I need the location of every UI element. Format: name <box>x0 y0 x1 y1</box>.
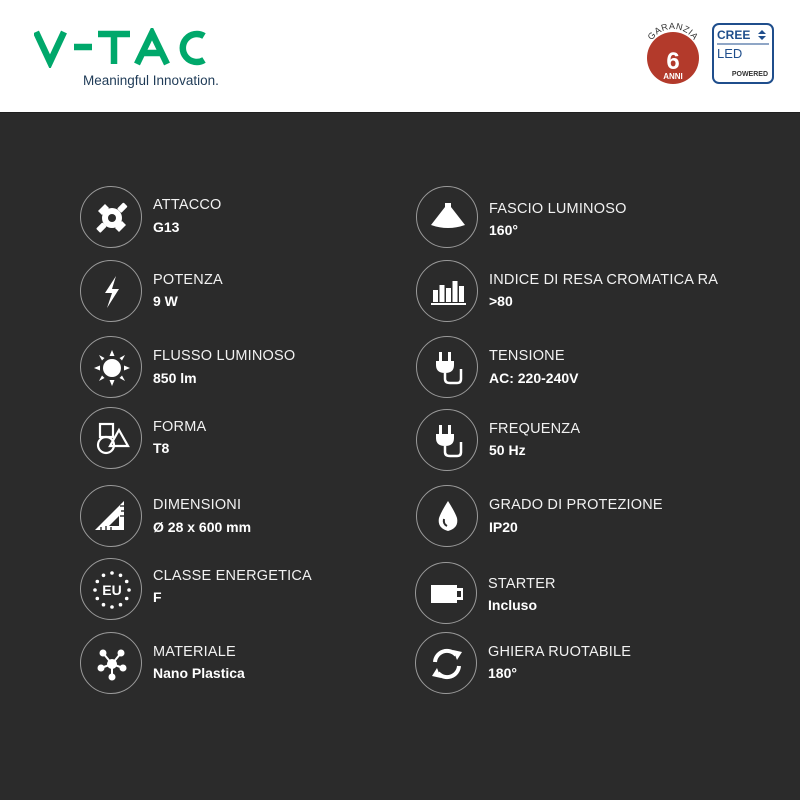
warranty-years: 6 <box>666 48 680 75</box>
rotate-icon <box>415 632 477 694</box>
spec-value: AC: 220-240V <box>489 370 579 386</box>
spec-label: FORMA <box>153 419 207 435</box>
header <box>0 0 800 113</box>
spec-label: DIMENSIONI <box>153 497 242 513</box>
spec-label: MATERIALE <box>153 644 236 660</box>
molecule-icon <box>80 632 142 694</box>
warranty-label: GARANZIA <box>645 21 701 42</box>
spec-label: GHIERA RUOTABILE <box>488 644 632 660</box>
spec-label: ATTACCO <box>153 197 222 213</box>
lightning-icon <box>80 260 142 322</box>
spec-label: STARTER <box>488 576 556 592</box>
plug-icon <box>416 336 478 398</box>
ruler-triangle-icon <box>80 485 142 547</box>
svg-text:EU: EU <box>102 582 122 598</box>
cree-led: LED <box>717 46 743 61</box>
spec-label: TENSIONE <box>489 348 565 364</box>
spec-label: CLASSE ENERGETICA <box>153 568 312 584</box>
starter-icon <box>415 562 477 624</box>
spec-value: G13 <box>153 219 180 235</box>
cree-led-badge <box>712 23 774 84</box>
spec-value: 9 W <box>153 293 178 309</box>
spec-value: IP20 <box>489 519 518 535</box>
spec-label: GRADO DI PROTEZIONE <box>489 497 663 513</box>
eu-stars-icon <box>80 558 142 620</box>
beam-angle-icon <box>416 186 478 248</box>
spec-value: 850 lm <box>153 370 197 386</box>
shapes-icon <box>80 407 142 469</box>
spec-label: FLUSSO LUMINOSO <box>153 348 296 364</box>
spec-value: Ø 28 x 600 mm <box>153 519 252 535</box>
warranty-badge <box>640 21 706 87</box>
spec-value: Incluso <box>488 597 538 613</box>
plug-icon <box>416 409 478 471</box>
water-drop-icon <box>416 485 478 547</box>
spec-label: FREQUENZA <box>489 421 581 437</box>
socket-icon <box>80 186 142 248</box>
spec-value: 50 Hz <box>489 442 526 458</box>
spec-value: 180° <box>488 665 517 681</box>
spec-label: FASCIO LUMINOSO <box>489 201 627 217</box>
brand-tagline: Meaningful Innovation. <box>83 73 219 88</box>
spec-label: INDICE DI RESA CROMATICA RA <box>489 272 719 288</box>
spec-value: F <box>153 589 162 605</box>
sun-icon <box>80 336 142 398</box>
spec-label: POTENZA <box>153 272 223 288</box>
cree-powered: POWERED <box>731 71 768 78</box>
spec-value: 160° <box>489 222 518 238</box>
bar-chart-icon <box>416 260 478 322</box>
warranty-unit: ANNI <box>663 72 683 81</box>
spec-value: >80 <box>489 293 513 309</box>
spec-value: Nano Plastica <box>153 665 245 681</box>
spec-value: T8 <box>153 440 170 456</box>
cree-brand: CREE <box>717 28 751 42</box>
